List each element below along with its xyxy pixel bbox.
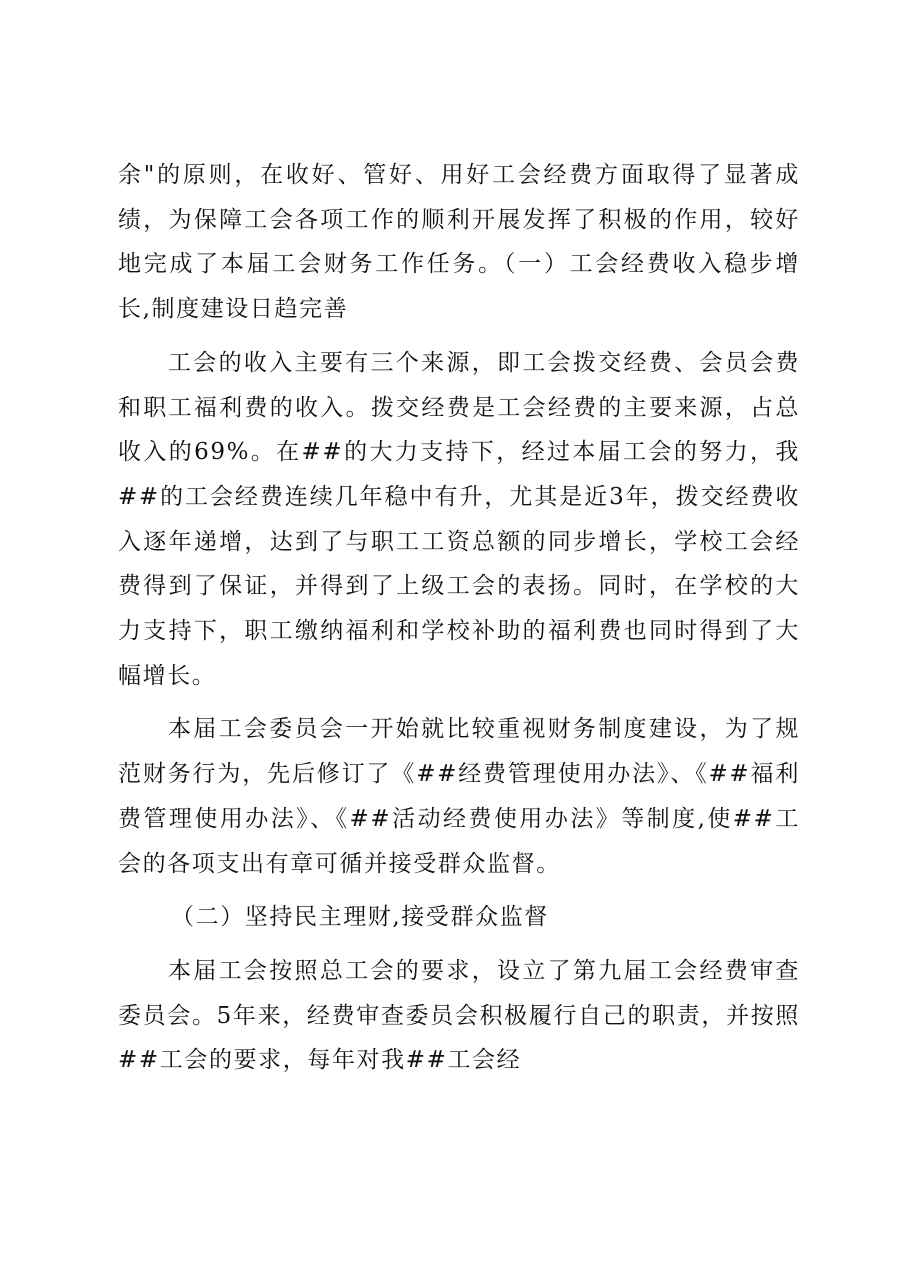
paragraph-finance-system: 本届工会委员会一开始就比较重视财务制度建设，为了规范财务行为，先后修订了《##经费管理使用办法》、《##福利费管理使用办法》、《##活动经费使用办法》等制度,使##工会的各项支出有章可循并接受群众监督。 (118, 716, 800, 877)
document-body (118, 153, 800, 1092)
paragraph-continuation: 余"的原则，在收好、管好、用好工会经费方面取得了显著成绩，为保障工会各项工作的顺利开展发挥了积极的作用，较好地完成了本届工会财务工作任务。（一）工会经费收入稳步增长,制度建设日趋完善 (118, 162, 800, 323)
paragraph-income-sources: 工会的收入主要有三个来源，即工会拨交经费、会员会费和职工福利费的收入。拨交经费是工会经费的主要来源，占总收入的69%。在##的大力支持下，经过本届工会的努力，我##的工会经费连续几年稳中有升，尤其是近3年，拨交经费收入逐年递增，达到了与职工工资总额的同步增长，学校工会经费得到了保证，并得到了上级工会的表扬。同时，在学校的大力支持下，职工缴纳福利和学校补助的福利费也同时得到了大幅增长。 (118, 349, 800, 689)
section-heading-democratic-finance: （二）坚持民主理财,接受群众监督 (171, 904, 549, 931)
paragraph-audit-committee: 本届工会按照总工会的要求，设立了第九届工会经费审查委员会。5年来，经费审查委员会积极履行自己的职责，并按照##工会的要求，每年对我##工会经 (118, 957, 800, 1074)
